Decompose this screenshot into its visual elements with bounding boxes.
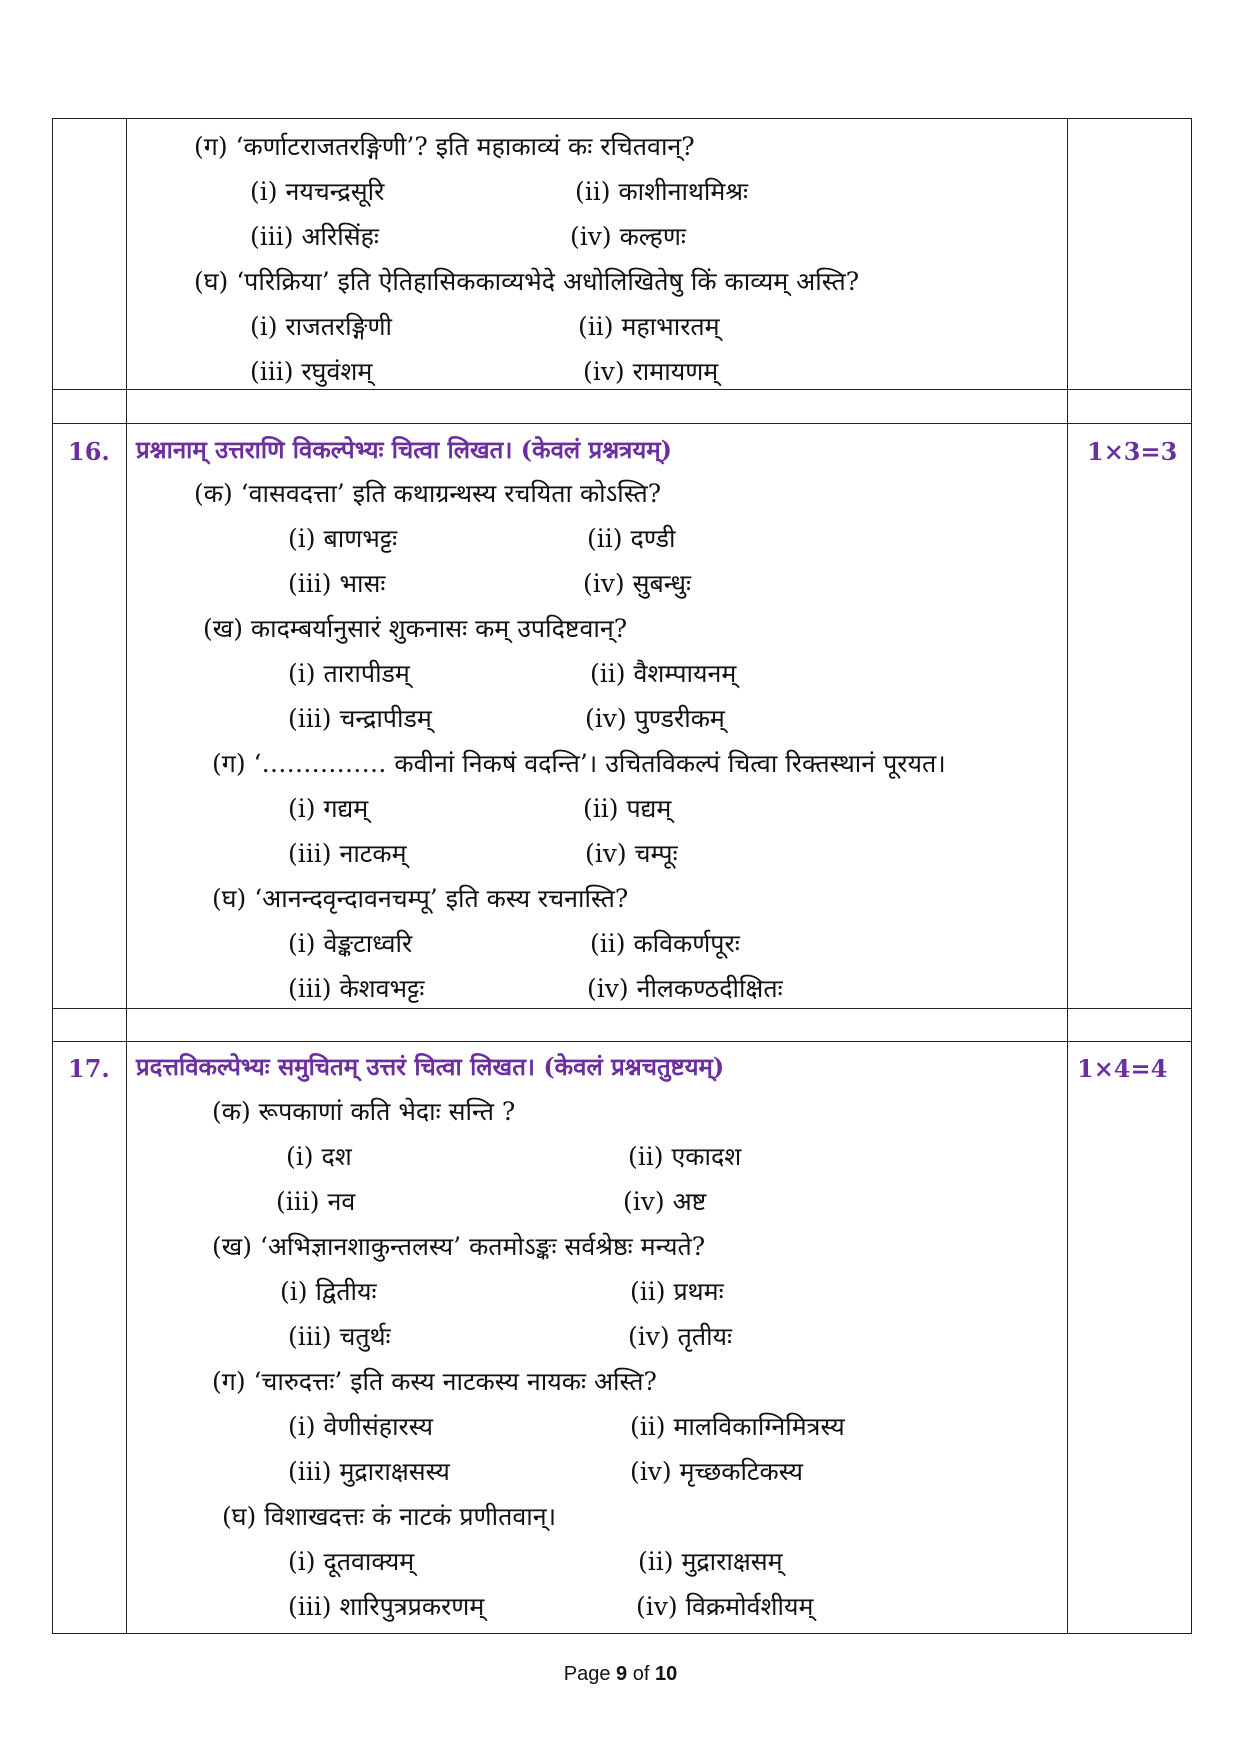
option: (ii) मुद्राराक्षसम्	[638, 1547, 783, 1576]
option: (ii) प्रथमः	[630, 1277, 724, 1306]
option: (i) नयचन्द्रसूरि	[250, 177, 385, 206]
option: (ii) महाभारतम्	[578, 312, 720, 341]
option: (iii) अरिसिंहः	[250, 222, 379, 251]
option: (iii) शारिपुत्रप्रकरणम्	[288, 1592, 485, 1621]
option: (i) तारापीडम्	[288, 659, 410, 688]
question-heading: प्रश्नानाम् उत्तराणि विकल्पेभ्यः चित्वा लिखत। (केवलं प्रश्नत्रयम्)	[136, 435, 673, 464]
option: (iii) चतुर्थः	[288, 1322, 391, 1351]
option: (iii) नव	[276, 1187, 356, 1216]
question-label: (ग) ‘चारुदत्तः’ इति कस्य नाटकस्य नायकः अस्ति?	[212, 1367, 657, 1396]
page-middle: of	[627, 1663, 655, 1685]
question-label: (ग) ‘कर्णाटराजतरङ्गिणी’? इति महाकाव्यं कः रचितवान्?	[194, 132, 695, 161]
option: (i) राजतरङ्गिणी	[250, 312, 393, 341]
question-heading: प्रदत्तविकल्पेभ्यः समुचितम् उत्तरं चित्वा लिखत। (केवलं प्रश्नचतुष्टयम्)	[136, 1052, 725, 1081]
page-prefix: Page	[563, 1663, 617, 1685]
page-total: 10	[654, 1663, 678, 1685]
option: (iii) मुद्राराक्षसस्य	[288, 1457, 450, 1486]
option: (ii) दण्डी	[587, 524, 676, 553]
option: (ii) पद्यम्	[583, 794, 672, 823]
option: (ii) वैशम्पायनम्	[590, 659, 737, 688]
option: (iv) अष्ट	[623, 1187, 707, 1216]
option: (iv) पुण्डरीकम्	[585, 704, 725, 733]
row-divider	[52, 389, 1192, 390]
option: (iv) विक्रमोर्वशीयम्	[636, 1592, 814, 1621]
table-right-border	[1191, 118, 1192, 1633]
option: (iii) नाटकम्	[288, 839, 407, 868]
option: (i) वेङ्कटाध्वरि	[288, 929, 413, 958]
option: (iv) तृतीयः	[628, 1322, 733, 1351]
question-label: (ख) कादम्बर्यानुसारं शुकनासः कम् उपदिष्टवान्?	[203, 614, 628, 643]
question-label: (घ) विशाखदत्तः कं नाटकं प्रणीतवान्।	[222, 1502, 557, 1531]
row-divider	[52, 1041, 1192, 1042]
option: (iii) चन्द्रापीडम्	[288, 704, 432, 733]
question-number: 17.	[68, 1054, 110, 1083]
option: (iv) कल्हणः	[570, 222, 686, 251]
option: (iv) नीलकण्ठदीक्षितः	[587, 974, 783, 1003]
option: (iii) रघुवंशम्	[250, 357, 373, 386]
option: (iv) चम्पूः	[585, 839, 678, 868]
option: (iii) केशवभट्टः	[288, 974, 425, 1003]
question-label: (क) रूपकाणां कति भेदाः सन्ति ?	[212, 1097, 516, 1126]
question-label: (ग) ‘…………… कवीनां निकषं वदन्ति’। उचितविकल्पं चित्वा रिक्तस्थानं पूरयत।	[212, 749, 946, 778]
option: (i) गद्यम्	[288, 794, 369, 823]
option: (ii) एकादश	[628, 1142, 742, 1171]
option: (ii) मालविकाग्निमित्रस्य	[630, 1412, 845, 1441]
page-footer	[0, 1663, 1241, 1686]
option: (i) दश	[286, 1142, 352, 1171]
question-label: (क) ‘वासवदत्ता’ इति कथाग्रन्थस्य रचयिता कोऽस्ति?	[194, 479, 662, 508]
question-label: (घ) ‘परिक्रिया’ इति ऐतिहासिककाव्यभेदे अधोलिखितेषु किं काव्यम् अस्ति?	[194, 267, 860, 296]
option: (i) द्वितीयः	[280, 1277, 377, 1306]
row-divider	[52, 423, 1192, 424]
table-top-border	[52, 118, 1192, 119]
option: (i) बाणभट्टः	[288, 524, 398, 553]
option: (iii) भासः	[288, 569, 386, 598]
table-bottom-border	[52, 1633, 1192, 1634]
option: (iv) रामायणम्	[583, 357, 719, 386]
option: (i) दूतवाक्यम्	[288, 1547, 415, 1576]
option: (i) वेणीसंहारस्य	[288, 1412, 433, 1441]
question-label: (घ) ‘आनन्दवृन्दावनचम्पू’ इति कस्य रचनास्ति?	[212, 884, 629, 913]
question-number: 16.	[68, 437, 110, 466]
option: (ii) काशीनाथमिश्रः	[575, 177, 749, 206]
option: (ii) कविकर्णपूरः	[590, 929, 740, 958]
table-left-border	[52, 118, 53, 1633]
marks-label: 1×3=3	[1087, 437, 1178, 466]
option: (iv) मृच्छकटिकस्य	[630, 1457, 803, 1486]
question-label: (ख) ‘अभिज्ञानशाकुन्तलस्य’ कतमोऽङ्कः सर्वश्रेष्ठः मन्यते?	[212, 1232, 706, 1261]
row-divider	[52, 1008, 1192, 1009]
marks-label: 1×4=4	[1077, 1054, 1168, 1083]
marks-column-divider	[1067, 118, 1068, 1633]
number-column-divider	[126, 118, 127, 1633]
option: (iv) सुबन्धुः	[583, 569, 692, 598]
page-current: 9	[616, 1663, 628, 1685]
